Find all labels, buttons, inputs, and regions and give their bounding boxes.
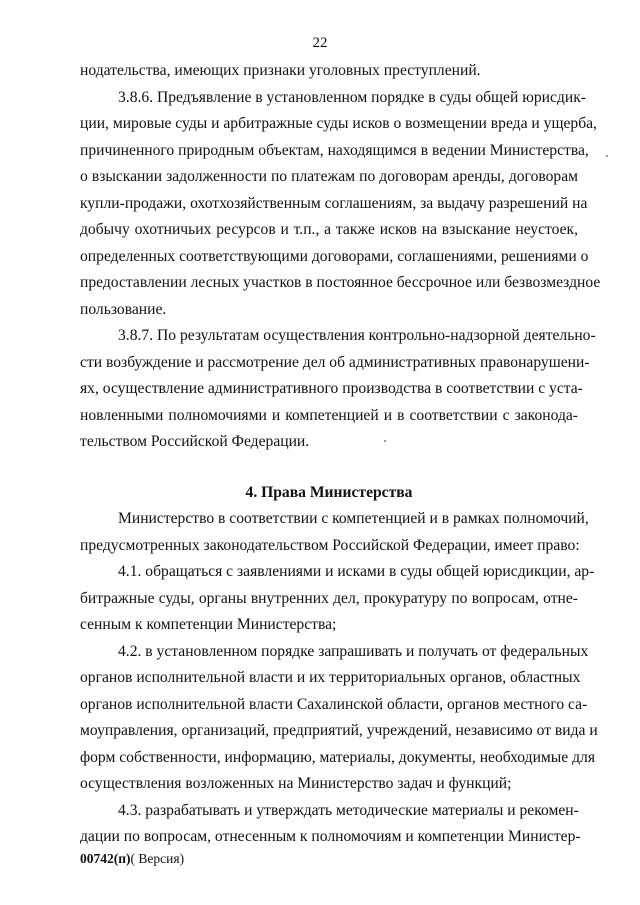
document-code: 00742(п) bbox=[80, 851, 131, 866]
paragraph-4-3 bbox=[80, 798, 581, 851]
paragraph-3-8-7 bbox=[80, 323, 596, 456]
scan-speck bbox=[384, 440, 386, 442]
text-line: определенных соответствующими договорами, соглашениями, решениями о bbox=[80, 247, 589, 265]
paragraph-intro bbox=[80, 506, 589, 559]
section-heading: 4. Права Министерства bbox=[245, 483, 413, 501]
paragraph-continuation bbox=[80, 58, 578, 85]
document-body bbox=[80, 58, 601, 851]
text-line: битражные суды, органы внутренних дел, прокуратуру по вопросам, отне- bbox=[80, 589, 578, 607]
paragraph-4-2 bbox=[80, 639, 598, 798]
text-line: форм собственности, информацию, материалы, документы, необходимые для bbox=[80, 748, 595, 766]
text-line: Министерство в соответствии с компетенцией и в рамках полномочий, bbox=[118, 510, 589, 527]
text-line: 4.1. обращаться с заявлениями и исками в суды общей юрисдикции, ар- bbox=[118, 563, 595, 580]
text-line: 3.8.7. По результатам осуществления контрольно-надзорной деятельно- bbox=[118, 327, 596, 344]
text-line: новленными полномочиями и компетенцией и в соответствии с законода- bbox=[80, 406, 578, 424]
text-line: тельством Российской Федерации. bbox=[80, 433, 310, 450]
text-line: предоставлении лесных участков в постоянное бессрочное или безвозмездное bbox=[80, 274, 601, 291]
text-line: органов исполнительной власти и их территориальных органов, областных bbox=[80, 669, 581, 686]
text-line: ях, осуществление административного производства в соответствии с уста- bbox=[80, 380, 583, 397]
text-line: сенным к компетенции Министерства; bbox=[80, 616, 337, 633]
text-line: пользование. bbox=[80, 300, 167, 318]
text-line: дации по вопросам, отнесенным к полномочиям и компетенции Министер- bbox=[80, 828, 581, 845]
paragraph-3-8-6 bbox=[80, 85, 601, 324]
text-line: купли-продажи, охотхозяйственным соглашениям, за выдачу разрешений на bbox=[80, 194, 588, 212]
scan-speck bbox=[606, 155, 608, 157]
text-line: причиненного природным объектам, находящимся в ведении Министерства, bbox=[80, 141, 589, 159]
text-line: 4.3. разрабатывать и утверждать методические материалы и рекомен- bbox=[118, 801, 579, 819]
text-line: ции, мировые суды и арбитражные суды исков о возмещении вреда и ущерба, bbox=[80, 115, 597, 132]
text-line: моуправления, организаций, предприятий, учреждений, независимо от вида и bbox=[80, 722, 598, 739]
text-line: 4.2. в установленном порядке запрашивать и получать от федеральных bbox=[118, 642, 589, 660]
document-footer bbox=[80, 851, 184, 867]
text-line: сти возбуждение и рассмотрение дел об административных правонарушени- bbox=[80, 353, 590, 371]
text-line: нодательства, имеющих признаки уголовных преступлений. bbox=[80, 62, 481, 79]
text-line: осуществления возложенных на Министерство задач и функций; bbox=[80, 775, 512, 792]
paragraph-4-1 bbox=[80, 559, 595, 639]
text-line: предусмотренных законодательством Российской Федерации, имеет право: bbox=[80, 536, 580, 554]
text-line: добычу охотничьих ресурсов и т.п., а также исков на взыскание неустоек, bbox=[80, 221, 578, 238]
text-line: 3.8.6. Предъявление в установленном порядке в суды общей юрисдик- bbox=[118, 88, 586, 106]
document-version: ( Версия) bbox=[130, 851, 185, 866]
text-line: о взыскании задолженности по платежам по договорам аренды, договорам bbox=[80, 168, 578, 185]
text-line: органов исполнительной власти Сахалинской области, органов местного са- bbox=[80, 695, 588, 713]
page-number: 22 bbox=[312, 35, 328, 51]
